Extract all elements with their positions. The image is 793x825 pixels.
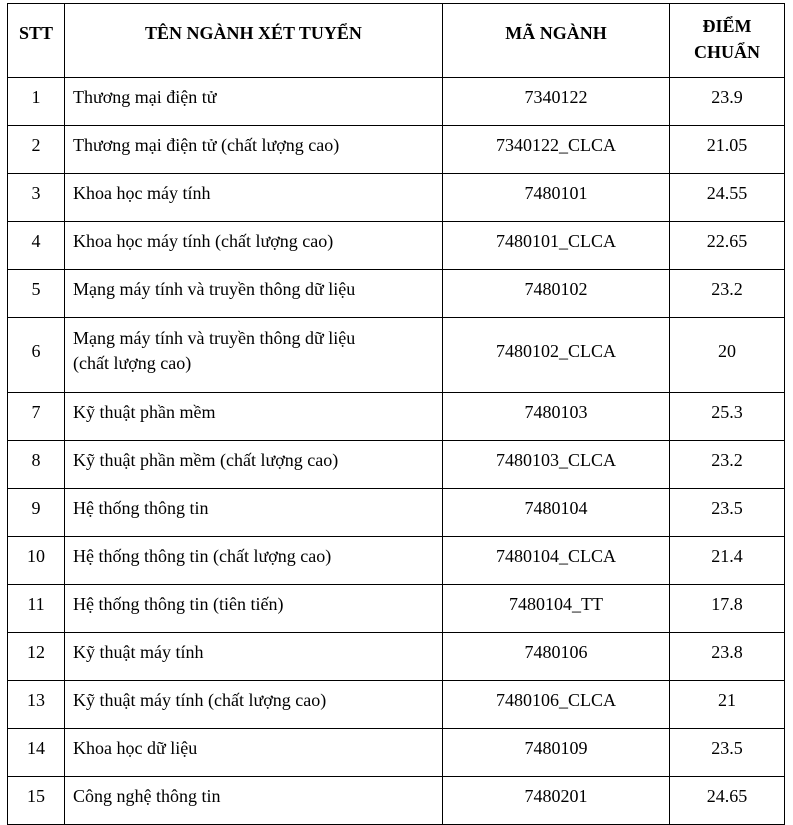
benchmark-score-cell: 25.3: [670, 393, 785, 441]
table-row: [8, 777, 785, 825]
major-name-cell: Kỹ thuật máy tính: [65, 633, 443, 681]
benchmark-score-cell: 23.2: [670, 270, 785, 318]
row-number-cell: 13: [8, 681, 65, 729]
row-number-cell: 15: [8, 777, 65, 825]
major-code-cell: 7340122_CLCA: [443, 126, 670, 174]
row-number-cell: 7: [8, 393, 65, 441]
row-number-cell: 12: [8, 633, 65, 681]
major-name-cell: Khoa học máy tính (chất lượng cao): [65, 222, 443, 270]
table-row: [8, 489, 785, 537]
major-code-cell: 7480103: [443, 393, 670, 441]
benchmark-score-cell: 17.8: [670, 585, 785, 633]
major-name-cell: Mạng máy tính và truyền thông dữ liệu (chất lượng cao): [65, 318, 443, 393]
major-code-cell: 7340122: [443, 78, 670, 126]
major-name-cell: Kỹ thuật máy tính (chất lượng cao): [65, 681, 443, 729]
benchmark-score-cell: 23.8: [670, 633, 785, 681]
row-number-cell: 4: [8, 222, 65, 270]
benchmark-score-cell: 22.65: [670, 222, 785, 270]
major-code-cell: 7480102_CLCA: [443, 318, 670, 393]
table-row: [8, 318, 785, 393]
major-code-cell: 7480104: [443, 489, 670, 537]
table-row: [8, 441, 785, 489]
row-number-cell: 9: [8, 489, 65, 537]
table-header-row: [8, 4, 785, 78]
major-name-cell: Kỹ thuật phần mềm (chất lượng cao): [65, 441, 443, 489]
table-row: [8, 222, 785, 270]
header-stt: STT: [8, 4, 65, 78]
header-major-code: MÃ NGÀNH: [443, 4, 670, 78]
table-row: [8, 585, 785, 633]
admission-scores-table: [7, 3, 785, 825]
table-row: [8, 270, 785, 318]
benchmark-score-cell: 23.5: [670, 729, 785, 777]
row-number-cell: 14: [8, 729, 65, 777]
benchmark-score-cell: 23.2: [670, 441, 785, 489]
major-code-cell: 7480104_TT: [443, 585, 670, 633]
row-number-cell: 2: [8, 126, 65, 174]
benchmark-score-cell: 24.55: [670, 174, 785, 222]
table-row: [8, 537, 785, 585]
header-major-name: TÊN NGÀNH XÉT TUYỂN: [65, 4, 443, 78]
table-row: [8, 681, 785, 729]
benchmark-score-cell: 21: [670, 681, 785, 729]
major-name-cell: Hệ thống thông tin (chất lượng cao): [65, 537, 443, 585]
major-code-cell: 7480104_CLCA: [443, 537, 670, 585]
row-number-cell: 3: [8, 174, 65, 222]
benchmark-score-cell: 21.4: [670, 537, 785, 585]
table-row: [8, 174, 785, 222]
major-code-cell: 7480201: [443, 777, 670, 825]
row-number-cell: 11: [8, 585, 65, 633]
table-body: [8, 78, 785, 825]
major-name-cell: Hệ thống thông tin (tiên tiến): [65, 585, 443, 633]
benchmark-score-cell: 20: [670, 318, 785, 393]
table-row: [8, 393, 785, 441]
header-score-line2: CHUẨN: [694, 41, 760, 62]
header-score-line1: ĐIỂM: [702, 15, 752, 36]
benchmark-score-cell: 21.05: [670, 126, 785, 174]
header-benchmark-score: [670, 4, 785, 78]
major-name-cell: Khoa học dữ liệu: [65, 729, 443, 777]
table-row: [8, 633, 785, 681]
table-row: [8, 729, 785, 777]
row-number-cell: 10: [8, 537, 65, 585]
major-name-cell: Thương mại điện tử (chất lượng cao): [65, 126, 443, 174]
major-code-cell: 7480103_CLCA: [443, 441, 670, 489]
benchmark-score-cell: 24.65: [670, 777, 785, 825]
major-code-cell: 7480101_CLCA: [443, 222, 670, 270]
benchmark-score-cell: 23.9: [670, 78, 785, 126]
row-number-cell: 5: [8, 270, 65, 318]
table-row: [8, 78, 785, 126]
row-number-cell: 1: [8, 78, 65, 126]
major-code-cell: 7480102: [443, 270, 670, 318]
header-score-label: [694, 13, 760, 65]
table-row: [8, 126, 785, 174]
major-name-cell: Thương mại điện tử: [65, 78, 443, 126]
major-code-cell: 7480109: [443, 729, 670, 777]
row-number-cell: 6: [8, 318, 65, 393]
benchmark-score-cell: 23.5: [670, 489, 785, 537]
major-code-cell: 7480106_CLCA: [443, 681, 670, 729]
major-name-cell: Công nghệ thông tin: [65, 777, 443, 825]
major-name-cell: Kỹ thuật phần mềm: [65, 393, 443, 441]
major-name-cell: Mạng máy tính và truyền thông dữ liệu: [65, 270, 443, 318]
major-name-cell: Khoa học máy tính: [65, 174, 443, 222]
major-name-cell: Hệ thống thông tin: [65, 489, 443, 537]
major-code-cell: 7480106: [443, 633, 670, 681]
row-number-cell: 8: [8, 441, 65, 489]
major-code-cell: 7480101: [443, 174, 670, 222]
